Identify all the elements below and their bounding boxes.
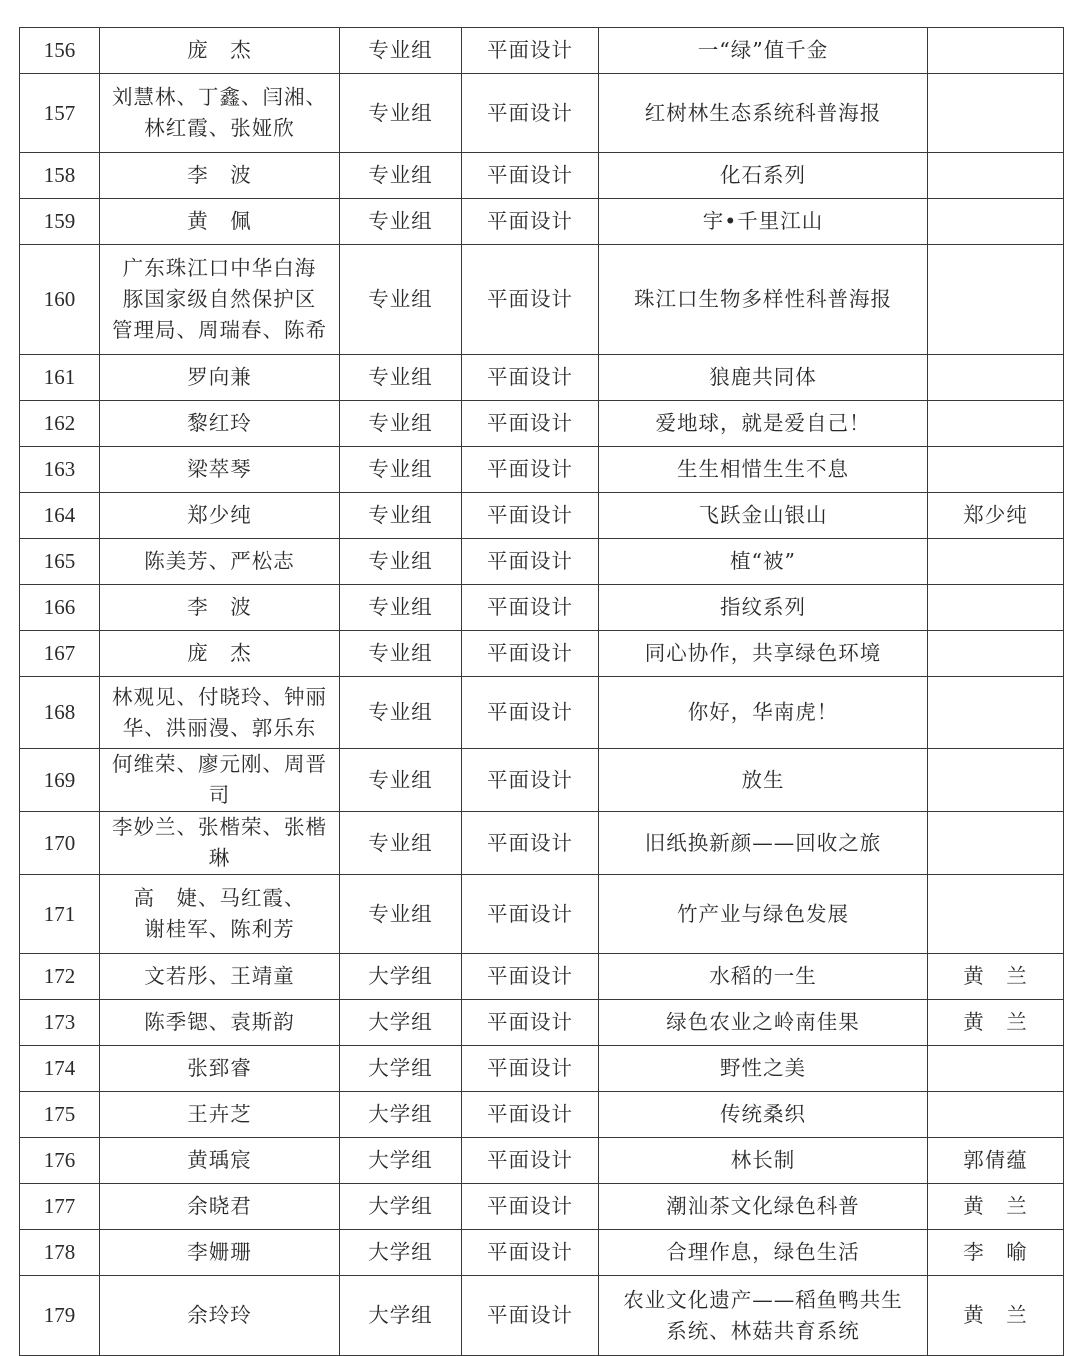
entry-group: 大学组 <box>340 1138 462 1184</box>
table-body <box>20 28 1064 1356</box>
entry-mentor: 黄 兰 <box>928 1184 1064 1230</box>
entry-category: 平面设计 <box>462 749 599 812</box>
entry-mentor <box>928 585 1064 631</box>
entry-mentor <box>928 812 1064 875</box>
entry-mentor: 黄 兰 <box>928 1000 1064 1046</box>
entry-title: 珠江口生物多样性科普海报 <box>599 245 928 355</box>
awards-table <box>19 27 1064 1356</box>
entry-number: 171 <box>20 875 100 954</box>
entry-mentor: 郭倩蕴 <box>928 1138 1064 1184</box>
entry-category: 平面设计 <box>462 631 599 677</box>
entry-group: 专业组 <box>340 28 462 74</box>
entry-number: 170 <box>20 812 100 875</box>
entry-authors: 文若彤、王靖童 <box>100 954 340 1000</box>
entry-group: 大学组 <box>340 1184 462 1230</box>
entry-number: 175 <box>20 1092 100 1138</box>
entry-number: 179 <box>20 1276 100 1356</box>
entry-group: 大学组 <box>340 1092 462 1138</box>
entry-category: 平面设计 <box>462 1276 599 1356</box>
entry-authors: 王卉芝 <box>100 1092 340 1138</box>
entry-title: 生生相惜生生不息 <box>599 447 928 493</box>
entry-authors: 郑少纯 <box>100 493 340 539</box>
entry-title: 化石系列 <box>599 153 928 199</box>
table-row <box>20 74 1064 153</box>
entry-title: 狼鹿共同体 <box>599 355 928 401</box>
entry-title: 植“被” <box>599 539 928 585</box>
table-row <box>20 1138 1064 1184</box>
entry-authors: 黄瑀宸 <box>100 1138 340 1184</box>
entry-authors: 刘慧林、丁鑫、闫湘、 林红霞、张娅欣 <box>100 74 340 153</box>
entry-mentor <box>928 539 1064 585</box>
entry-category: 平面设计 <box>462 153 599 199</box>
entry-group: 专业组 <box>340 677 462 749</box>
entry-title: 飞跃金山银山 <box>599 493 928 539</box>
entry-mentor <box>928 74 1064 153</box>
entry-authors: 李妙兰、张楷荣、张楷琳 <box>100 812 340 875</box>
table-row <box>20 355 1064 401</box>
entry-number: 158 <box>20 153 100 199</box>
entry-category: 平面设计 <box>462 1138 599 1184</box>
entry-authors: 林观见、付晓玲、钟丽 华、洪丽漫、郭乐东 <box>100 677 340 749</box>
entry-authors: 陈季锶、袁斯韵 <box>100 1000 340 1046</box>
entry-authors: 张郅睿 <box>100 1046 340 1092</box>
entry-number: 178 <box>20 1230 100 1276</box>
table-row <box>20 539 1064 585</box>
entry-category: 平面设计 <box>462 812 599 875</box>
entry-category: 平面设计 <box>462 1000 599 1046</box>
entry-number: 169 <box>20 749 100 812</box>
entry-group: 专业组 <box>340 355 462 401</box>
table-row <box>20 401 1064 447</box>
table-row <box>20 1276 1064 1356</box>
entry-category: 平面设计 <box>462 245 599 355</box>
entry-title: 旧纸换新颜——回收之旅 <box>599 812 928 875</box>
table-row <box>20 1000 1064 1046</box>
table-row <box>20 631 1064 677</box>
entry-category: 平面设计 <box>462 28 599 74</box>
entry-title: 传统桑织 <box>599 1092 928 1138</box>
entry-number: 166 <box>20 585 100 631</box>
table-row <box>20 677 1064 749</box>
entry-group: 专业组 <box>340 74 462 153</box>
entry-title: 林长制 <box>599 1138 928 1184</box>
entry-number: 157 <box>20 74 100 153</box>
entry-group: 大学组 <box>340 1046 462 1092</box>
entry-number: 161 <box>20 355 100 401</box>
entry-category: 平面设计 <box>462 677 599 749</box>
entry-authors: 广东珠江口中华白海 豚国家级自然保护区 管理局、周瑞春、陈希 <box>100 245 340 355</box>
entry-group: 大学组 <box>340 1000 462 1046</box>
entry-number: 160 <box>20 245 100 355</box>
entry-group: 专业组 <box>340 539 462 585</box>
table-row <box>20 28 1064 74</box>
entry-category: 平面设计 <box>462 447 599 493</box>
entry-mentor <box>928 355 1064 401</box>
table-row <box>20 1184 1064 1230</box>
entry-number: 177 <box>20 1184 100 1230</box>
entry-category: 平面设计 <box>462 875 599 954</box>
entry-title: 绿色农业之岭南佳果 <box>599 1000 928 1046</box>
table-row <box>20 954 1064 1000</box>
entry-category: 平面设计 <box>462 74 599 153</box>
entry-mentor: 黄 兰 <box>928 954 1064 1000</box>
entry-number: 168 <box>20 677 100 749</box>
entry-group: 专业组 <box>340 493 462 539</box>
table-row <box>20 447 1064 493</box>
entry-group: 专业组 <box>340 585 462 631</box>
entry-mentor <box>928 1092 1064 1138</box>
entry-category: 平面设计 <box>462 401 599 447</box>
entry-group: 专业组 <box>340 153 462 199</box>
entry-number: 174 <box>20 1046 100 1092</box>
entry-title: 你好，华南虎！ <box>599 677 928 749</box>
entry-title: 水稻的一生 <box>599 954 928 1000</box>
entry-authors: 梁萃琴 <box>100 447 340 493</box>
entry-category: 平面设计 <box>462 1092 599 1138</box>
entry-group: 专业组 <box>340 812 462 875</box>
entry-number: 159 <box>20 199 100 245</box>
entry-authors: 黎红玲 <box>100 401 340 447</box>
table-row <box>20 749 1064 812</box>
entry-title: 同心协作，共享绿色环境 <box>599 631 928 677</box>
table-row <box>20 1230 1064 1276</box>
entry-authors: 庞 杰 <box>100 631 340 677</box>
entry-category: 平面设计 <box>462 539 599 585</box>
table-row <box>20 812 1064 875</box>
entry-title: 放生 <box>599 749 928 812</box>
entry-mentor <box>928 631 1064 677</box>
table-row <box>20 585 1064 631</box>
entry-group: 专业组 <box>340 631 462 677</box>
entry-number: 173 <box>20 1000 100 1046</box>
entry-number: 165 <box>20 539 100 585</box>
table-row <box>20 493 1064 539</box>
entry-authors: 罗向兼 <box>100 355 340 401</box>
table-row <box>20 153 1064 199</box>
entry-category: 平面设计 <box>462 954 599 1000</box>
table-row <box>20 1046 1064 1092</box>
entry-mentor <box>928 199 1064 245</box>
entry-title: 野性之美 <box>599 1046 928 1092</box>
table-row <box>20 245 1064 355</box>
entry-category: 平面设计 <box>462 585 599 631</box>
entry-group: 专业组 <box>340 749 462 812</box>
entry-title: 竹产业与绿色发展 <box>599 875 928 954</box>
entry-group: 大学组 <box>340 954 462 1000</box>
entry-mentor <box>928 401 1064 447</box>
entry-mentor <box>928 677 1064 749</box>
entry-group: 大学组 <box>340 1230 462 1276</box>
entry-authors: 李 波 <box>100 153 340 199</box>
entry-category: 平面设计 <box>462 1046 599 1092</box>
entry-authors: 余晓君 <box>100 1184 340 1230</box>
entry-group: 专业组 <box>340 875 462 954</box>
entry-group: 专业组 <box>340 447 462 493</box>
entry-mentor <box>928 875 1064 954</box>
entry-mentor <box>928 1046 1064 1092</box>
table-row <box>20 1092 1064 1138</box>
entry-group: 专业组 <box>340 401 462 447</box>
entry-category: 平面设计 <box>462 355 599 401</box>
entry-title: 指纹系列 <box>599 585 928 631</box>
entry-mentor: 郑少纯 <box>928 493 1064 539</box>
entry-category: 平面设计 <box>462 493 599 539</box>
entry-mentor: 李 喻 <box>928 1230 1064 1276</box>
entry-mentor <box>928 245 1064 355</box>
entry-authors: 余玲玲 <box>100 1276 340 1356</box>
entry-group: 专业组 <box>340 199 462 245</box>
entry-number: 162 <box>20 401 100 447</box>
entry-title: 红树林生态系统科普海报 <box>599 74 928 153</box>
entry-number: 163 <box>20 447 100 493</box>
entry-category: 平面设计 <box>462 1184 599 1230</box>
entry-title: 农业文化遗产——稻鱼鸭共生 系统、林菇共育系统 <box>599 1276 928 1356</box>
entry-authors: 陈美芳、严松志 <box>100 539 340 585</box>
table-row <box>20 199 1064 245</box>
entry-mentor <box>928 153 1064 199</box>
entry-title: 爱地球，就是爱自己！ <box>599 401 928 447</box>
entry-authors: 李姗珊 <box>100 1230 340 1276</box>
entry-authors: 李 波 <box>100 585 340 631</box>
entry-group: 大学组 <box>340 1276 462 1356</box>
entry-mentor <box>928 749 1064 812</box>
entry-category: 平面设计 <box>462 199 599 245</box>
entry-number: 176 <box>20 1138 100 1184</box>
awards-table-container <box>19 27 1063 1356</box>
entry-mentor <box>928 447 1064 493</box>
entry-title: 合理作息，绿色生活 <box>599 1230 928 1276</box>
entry-number: 156 <box>20 28 100 74</box>
entry-title: 一“绿”值千金 <box>599 28 928 74</box>
entry-authors: 何维荣、廖元刚、周晋司 <box>100 749 340 812</box>
entry-category: 平面设计 <box>462 1230 599 1276</box>
entry-mentor: 黄 兰 <box>928 1276 1064 1356</box>
entry-group: 专业组 <box>340 245 462 355</box>
entry-authors: 高 婕、马红霞、 谢桂军、陈利芳 <box>100 875 340 954</box>
entry-authors: 庞 杰 <box>100 28 340 74</box>
entry-number: 167 <box>20 631 100 677</box>
entry-title: 潮汕茶文化绿色科普 <box>599 1184 928 1230</box>
entry-mentor <box>928 28 1064 74</box>
table-row <box>20 875 1064 954</box>
entry-number: 172 <box>20 954 100 1000</box>
entry-number: 164 <box>20 493 100 539</box>
entry-authors: 黄 佩 <box>100 199 340 245</box>
entry-title: 宇•千里江山 <box>599 199 928 245</box>
